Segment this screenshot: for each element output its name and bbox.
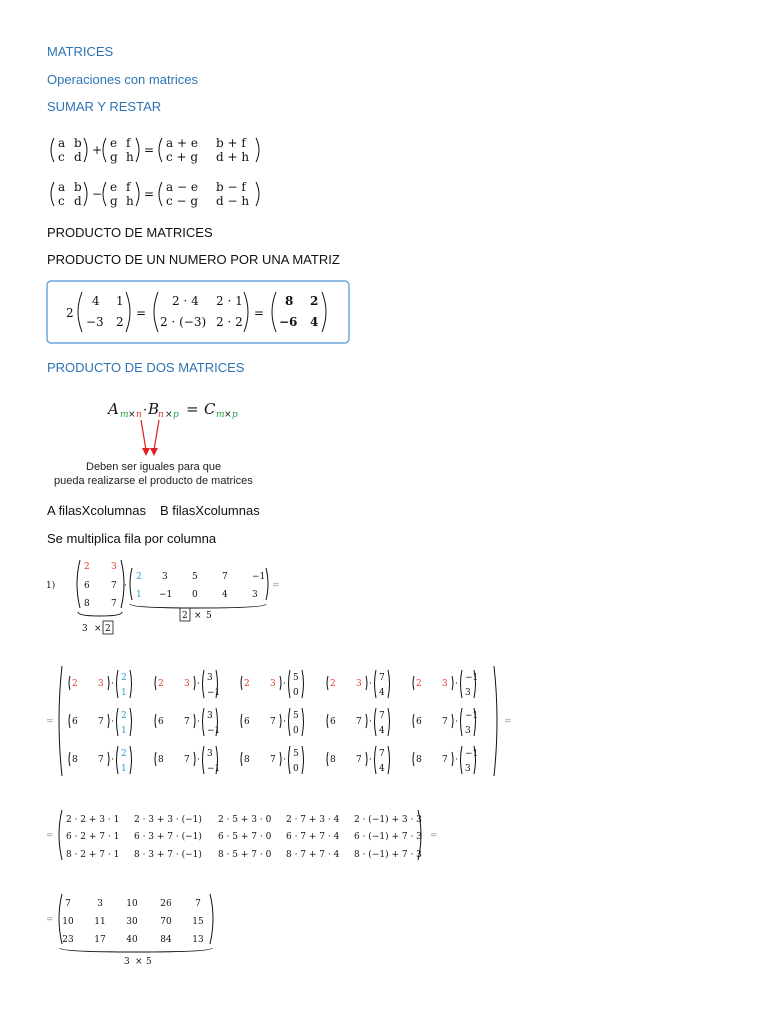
result-cell: 7 <box>195 899 201 909</box>
svg-text:−6: −6 <box>279 315 298 329</box>
row-col-cell <box>413 746 478 774</box>
cell: a <box>58 136 66 150</box>
result-cell: 3 <box>97 899 103 909</box>
svg-text:1: 1 <box>116 294 124 308</box>
svg-text:c − g: c − g <box>166 194 199 208</box>
row-value: 3 <box>270 679 276 689</box>
row-value: 8 <box>330 755 336 765</box>
svg-text:1: 1 <box>136 590 142 600</box>
svg-text:d: d <box>74 194 82 208</box>
expanded-cell: 8 · (−1) + 7 · 3 <box>354 850 422 860</box>
svg-text:a: a <box>58 180 66 194</box>
svg-text:·: · <box>197 679 200 689</box>
row-value: 7 <box>442 755 448 765</box>
text-filas-a: A filasXcolumnas <box>47 503 146 518</box>
svg-text:d: d <box>74 150 82 164</box>
svg-text:3: 3 <box>111 562 117 572</box>
row-value: 8 <box>416 755 422 765</box>
col-value: 3 <box>465 726 471 736</box>
expanded-cell: 2 · 7 + 3 · 4 <box>286 815 340 825</box>
svg-text:f: f <box>126 180 131 194</box>
svg-text:b − f: b − f <box>216 180 246 194</box>
svg-text:a + e: a + e <box>166 136 198 150</box>
svg-text:2: 2 <box>84 562 90 572</box>
svg-text:7: 7 <box>222 572 228 582</box>
svg-text:2: 2 <box>66 306 74 320</box>
col-value: 2 <box>121 711 127 721</box>
row-value: 6 <box>416 717 422 727</box>
svg-text:7: 7 <box>111 599 117 609</box>
svg-text:6: 6 <box>84 581 90 591</box>
svg-text:2: 2 <box>182 611 188 621</box>
col-value: −1 <box>465 673 479 683</box>
col-value: 3 <box>207 673 213 683</box>
svg-text:a − e: a − e <box>166 180 198 194</box>
row-value: 7 <box>270 755 276 765</box>
row-value: 7 <box>98 717 104 727</box>
svg-text:5: 5 <box>146 957 152 967</box>
svg-text:3: 3 <box>162 572 168 582</box>
diff-formula <box>51 180 259 208</box>
svg-text:n: n <box>136 410 142 420</box>
heading-matrices: MATRICES <box>47 44 114 59</box>
row-value: 6 <box>330 717 336 727</box>
svg-text:C: C <box>204 400 216 418</box>
result-cell: 30 <box>126 917 138 927</box>
caption-line-1: Deben ser iguales para que <box>86 461 222 473</box>
row-value: 7 <box>184 717 190 727</box>
dimension-rule-figure <box>46 386 286 490</box>
svg-text:·: · <box>111 717 114 727</box>
row-value: 2 <box>158 679 164 689</box>
col-value: 1 <box>121 726 127 736</box>
result-cell: 84 <box>160 935 172 945</box>
svg-text:−1: −1 <box>159 590 173 600</box>
row-value: 7 <box>184 755 190 765</box>
sum-diff-formulas <box>46 130 276 214</box>
svg-text:c: c <box>58 194 65 208</box>
expanded-cell: 8 · 5 + 7 · 0 <box>218 850 272 860</box>
row-value: 8 <box>244 755 250 765</box>
svg-text:2: 2 <box>105 624 111 634</box>
col-value: −1 <box>207 688 221 698</box>
svg-text:p: p <box>232 410 238 420</box>
svg-text:=: = <box>186 400 199 418</box>
row-col-cell <box>327 746 390 774</box>
svg-text:·: · <box>124 581 127 591</box>
expanded-cell: 2 · 5 + 3 · 0 <box>218 815 272 825</box>
heading-producto-dos: PRODUCTO DE DOS MATRICES <box>47 360 245 375</box>
svg-text:=: = <box>144 143 155 157</box>
text-filas-b: B filasXcolumnas <box>160 503 260 518</box>
svg-text:n: n <box>158 410 164 420</box>
sum-formula <box>51 136 259 164</box>
svg-text:2: 2 <box>310 294 319 308</box>
svg-text:·: · <box>111 679 114 689</box>
svg-text:d + h: d + h <box>216 150 250 164</box>
svg-text:7: 7 <box>111 581 117 591</box>
svg-text:·: · <box>283 755 286 765</box>
row-value: 8 <box>158 755 164 765</box>
result-cell: 11 <box>94 917 106 927</box>
red-arrows <box>141 420 159 456</box>
svg-text:2 · (−3): 2 · (−3) <box>160 315 207 329</box>
svg-text:=: = <box>46 915 54 925</box>
col-value: 7 <box>379 673 385 683</box>
expanded-cell: 8 · 2 + 7 · 1 <box>66 850 120 860</box>
svg-text:=: = <box>272 581 280 591</box>
row-value: 8 <box>72 755 78 765</box>
row-value: 7 <box>98 755 104 765</box>
svg-text:−3: −3 <box>86 315 104 329</box>
svg-text:=: = <box>46 831 54 841</box>
row-col-cell <box>241 746 304 774</box>
svg-text:e: e <box>110 180 118 194</box>
svg-text:3: 3 <box>124 957 130 967</box>
svg-text:·: · <box>197 755 200 765</box>
row-value: 7 <box>356 755 362 765</box>
result-cell: 26 <box>160 899 172 909</box>
col-value: 0 <box>293 726 299 736</box>
row-col-cell <box>327 670 390 698</box>
svg-text:−1: −1 <box>252 572 266 582</box>
result-cell: 40 <box>126 935 138 945</box>
example-problem <box>44 556 284 638</box>
col-value: −1 <box>207 764 221 774</box>
col-value: 4 <box>379 688 385 698</box>
row-col-cell <box>413 670 478 698</box>
result-cell: 10 <box>62 917 74 927</box>
svg-text:+: + <box>92 143 103 157</box>
row-value: 2 <box>72 679 78 689</box>
col-value: 2 <box>121 749 127 759</box>
svg-text:h: h <box>126 150 134 164</box>
expanded-cell: 6 · 5 + 7 · 0 <box>218 832 272 842</box>
svg-text:b: b <box>74 136 82 150</box>
row-col-cell <box>155 670 220 698</box>
row-col-cell <box>241 670 304 698</box>
svg-text:·: · <box>143 403 148 418</box>
text-multiplica: Se multiplica fila por columna <box>47 531 217 546</box>
heading-sumar-restar: SUMAR Y RESTAR <box>47 99 162 114</box>
expanded-cell: 6 · 3 + 7 · (−1) <box>134 832 202 842</box>
col-value: 1 <box>121 688 127 698</box>
svg-text:2 · 4: 2 · 4 <box>172 294 199 308</box>
svg-text:·: · <box>455 679 458 689</box>
svg-text:4: 4 <box>222 590 228 600</box>
result-cell: 10 <box>126 899 138 909</box>
expanded-cell: 6 · (−1) + 7 · 3 <box>354 832 422 842</box>
svg-text:=: = <box>504 717 512 727</box>
svg-text:5: 5 <box>192 572 198 582</box>
col-value: 3 <box>465 688 471 698</box>
col-value: 1 <box>121 764 127 774</box>
expanded-cell: 2 · 3 + 3 · (−1) <box>134 815 202 825</box>
svg-text:c + g: c + g <box>166 150 199 164</box>
result-cell: 70 <box>160 917 172 927</box>
svg-text:8: 8 <box>84 599 90 609</box>
heading-operaciones: Operaciones con matrices <box>47 72 199 87</box>
svg-text:2: 2 <box>116 315 124 329</box>
svg-text:A: A <box>108 400 119 418</box>
svg-text:×: × <box>135 957 143 967</box>
svg-text:·: · <box>283 679 286 689</box>
row-value: 3 <box>442 679 448 689</box>
svg-text:=: = <box>254 306 265 320</box>
svg-text:·: · <box>283 717 286 727</box>
svg-text:f: f <box>126 136 131 150</box>
svg-text:·: · <box>455 717 458 727</box>
expanded-cell: 8 · 3 + 7 · (−1) <box>134 850 202 860</box>
svg-text:g: g <box>110 194 118 208</box>
result-cell: 7 <box>65 899 71 909</box>
expanded-cell: 6 · 7 + 7 · 4 <box>286 832 340 842</box>
col-value: 3 <box>207 749 213 759</box>
row-value: 2 <box>416 679 422 689</box>
col-value: 0 <box>293 688 299 698</box>
svg-text:b: b <box>74 180 82 194</box>
svg-text:c: c <box>58 150 65 164</box>
col-value: 0 <box>293 764 299 774</box>
svg-text:p: p <box>173 410 179 420</box>
svg-text:=: = <box>430 831 438 841</box>
svg-text:8: 8 <box>285 294 294 308</box>
svg-text:=: = <box>46 717 54 727</box>
row-value: 3 <box>98 679 104 689</box>
row-value: 6 <box>72 717 78 727</box>
svg-text:2 · 2: 2 · 2 <box>216 315 243 329</box>
result-cell: 15 <box>192 917 204 927</box>
caption-line-2: pueda realizarse el producto de matrices <box>54 475 253 487</box>
row-col-cell <box>155 708 220 736</box>
col-value: 3 <box>465 764 471 774</box>
svg-text:2: 2 <box>136 572 142 582</box>
col-value: −1 <box>465 711 479 721</box>
svg-text:·: · <box>197 717 200 727</box>
svg-text:m: m <box>216 410 225 420</box>
svg-text:×: × <box>224 410 232 420</box>
row-col-cell <box>327 708 390 736</box>
result-cell: 17 <box>94 935 106 945</box>
row-col-cell <box>155 746 220 774</box>
col-value: −1 <box>465 749 479 759</box>
row-col-cell <box>69 746 132 774</box>
svg-text:e: e <box>110 136 118 150</box>
col-value: 5 <box>293 749 299 759</box>
col-value: 5 <box>293 711 299 721</box>
row-col-cell <box>69 708 132 736</box>
svg-text:0: 0 <box>192 590 198 600</box>
col-value: 7 <box>379 711 385 721</box>
col-value: 5 <box>293 673 299 683</box>
svg-text:4: 4 <box>92 294 100 308</box>
col-value: −1 <box>207 726 221 736</box>
svg-text:h: h <box>126 194 134 208</box>
svg-text:·: · <box>455 755 458 765</box>
expanded-cell: 2 · (−1) + 3 · 3 <box>354 815 422 825</box>
svg-text:3: 3 <box>82 624 88 634</box>
text-producto-numero: PRODUCTO DE UN NUMERO POR UNA MATRIZ <box>47 252 340 267</box>
svg-text:b + f: b + f <box>216 136 246 150</box>
svg-text:·: · <box>369 679 372 689</box>
result-matrix <box>44 890 244 970</box>
svg-text:3: 3 <box>252 590 258 600</box>
svg-text:=: = <box>144 187 155 201</box>
expanded-cell: 6 · 2 + 7 · 1 <box>66 832 120 842</box>
col-value: 7 <box>379 749 385 759</box>
col-value: 4 <box>379 726 385 736</box>
svg-text:×: × <box>94 624 102 634</box>
svg-text:−: − <box>92 187 103 201</box>
row-by-column-matrix <box>44 662 514 780</box>
row-value: 7 <box>356 717 362 727</box>
row-value: 3 <box>356 679 362 689</box>
svg-text:·: · <box>369 717 372 727</box>
expanded-cell: 8 · 7 + 7 · 4 <box>286 850 340 860</box>
col-value: 3 <box>207 711 213 721</box>
row-value: 6 <box>244 717 250 727</box>
svg-text:4: 4 <box>310 315 319 329</box>
scalar-example-box <box>46 280 352 346</box>
svg-text:B: B <box>148 400 160 418</box>
svg-text:g: g <box>110 150 118 164</box>
svg-text:=: = <box>136 306 147 320</box>
col-value: 4 <box>379 764 385 774</box>
svg-text:m: m <box>120 410 129 420</box>
row-value: 6 <box>158 717 164 727</box>
svg-text:2 · 1: 2 · 1 <box>216 294 243 308</box>
row-value: 3 <box>184 679 190 689</box>
expanded-products-matrix <box>44 806 444 864</box>
row-col-cell <box>69 670 132 698</box>
row-value: 7 <box>270 717 276 727</box>
result-cell: 23 <box>62 935 74 945</box>
row-value: 7 <box>442 717 448 727</box>
svg-text:×: × <box>165 410 173 420</box>
svg-text:·: · <box>369 755 372 765</box>
expanded-cell: 2 · 2 + 3 · 1 <box>66 815 120 825</box>
text-producto-matrices: PRODUCTO DE MATRICES <box>47 225 213 240</box>
svg-text:×: × <box>128 410 136 420</box>
svg-text:1): 1) <box>46 581 56 591</box>
row-value: 2 <box>244 679 250 689</box>
svg-text:·: · <box>111 755 114 765</box>
svg-text:5: 5 <box>206 611 212 621</box>
col-value: 2 <box>121 673 127 683</box>
row-value: 2 <box>330 679 336 689</box>
svg-text:×: × <box>194 611 202 621</box>
row-col-cell <box>241 708 304 736</box>
result-cell: 13 <box>192 935 204 945</box>
svg-text:d − h: d − h <box>216 194 250 208</box>
row-col-cell <box>413 708 478 736</box>
